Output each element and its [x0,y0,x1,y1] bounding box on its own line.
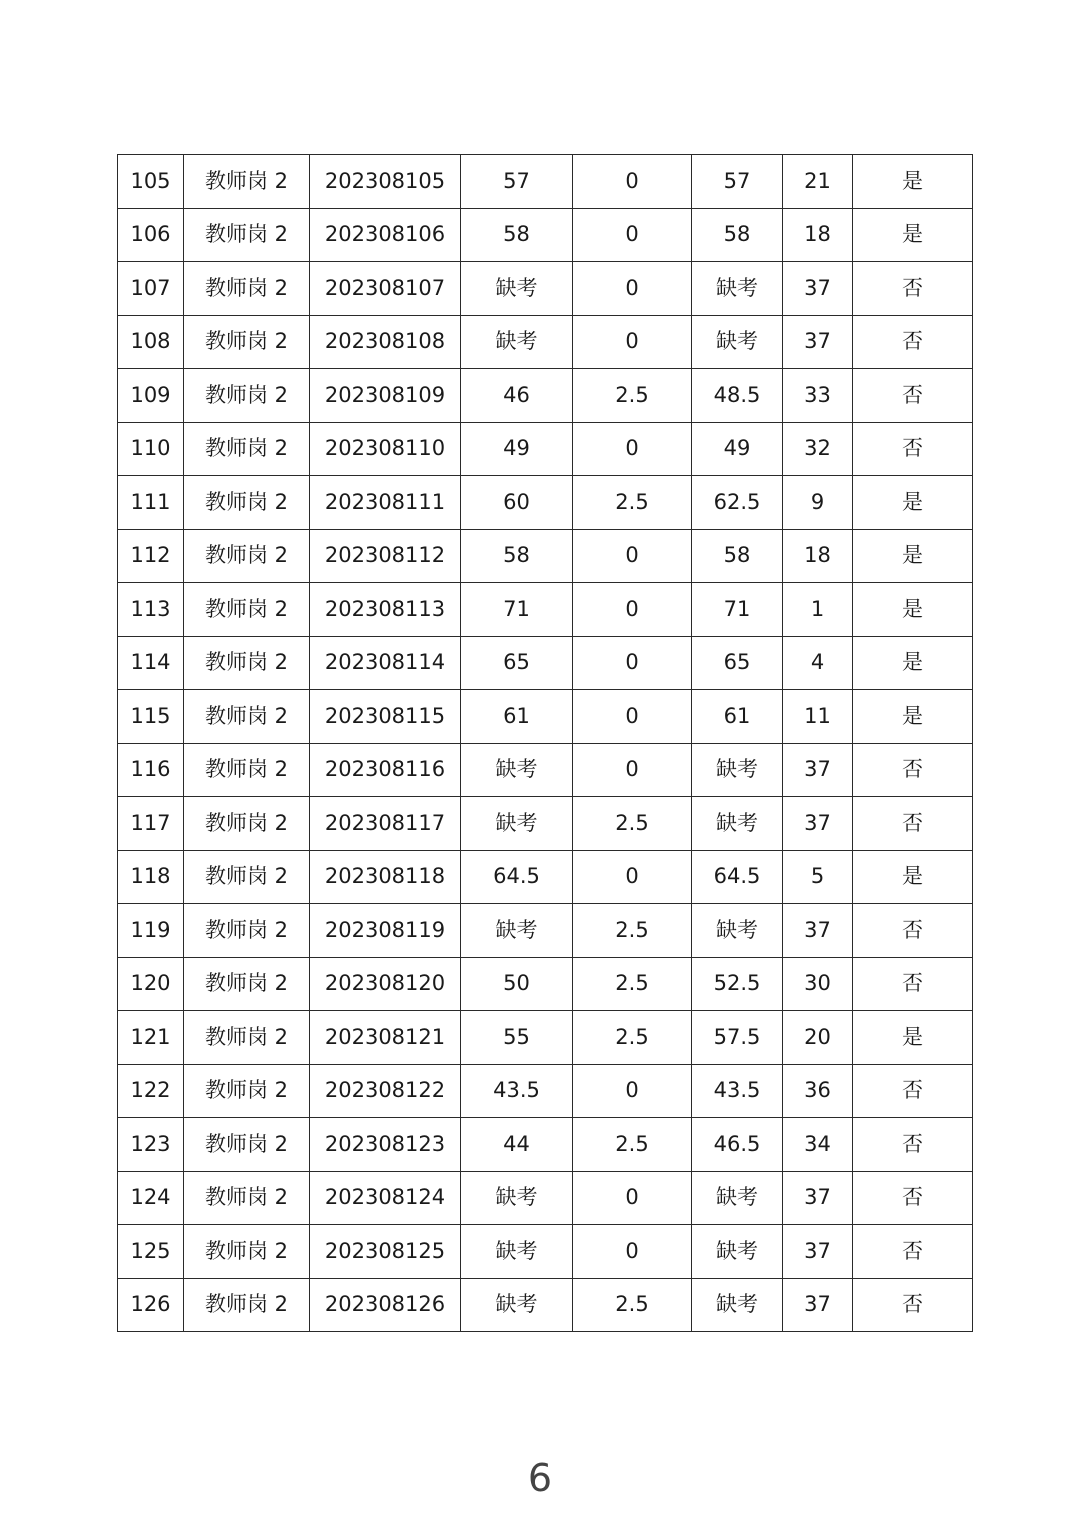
bonus-score-cell: 2.5 [573,1118,692,1172]
total-score-cell: 缺考 [692,904,783,958]
seq-no-cell: 112 [118,529,184,583]
written-score-cell: 缺考 [461,1171,573,1225]
bonus-score-cell: 0 [573,636,692,690]
total-score-cell: 43.5 [692,1064,783,1118]
written-score-cell: 58 [461,529,573,583]
seq-no-cell: 110 [118,422,184,476]
bonus-score-cell: 0 [573,850,692,904]
advance-cell: 否 [853,1225,973,1279]
position-cell: 教师岗 2 [184,155,310,209]
seq-no-cell: 108 [118,315,184,369]
bonus-score-cell: 0 [573,422,692,476]
position-cell: 教师岗 2 [184,1118,310,1172]
table-row [118,904,973,958]
advance-cell: 否 [853,262,973,316]
rank-cell: 18 [783,208,853,262]
advance-cell: 是 [853,1011,973,1065]
bonus-score-cell: 0 [573,262,692,316]
seq-no-cell: 107 [118,262,184,316]
table-row [118,1011,973,1065]
advance-cell: 是 [853,208,973,262]
written-score-cell: 71 [461,583,573,637]
exam-id-cell: 202308110 [310,422,461,476]
total-score-cell: 48.5 [692,369,783,423]
advance-cell: 否 [853,1118,973,1172]
advance-cell: 否 [853,315,973,369]
written-score-cell: 缺考 [461,315,573,369]
position-cell: 教师岗 2 [184,850,310,904]
rank-cell: 37 [783,904,853,958]
bonus-score-cell: 2.5 [573,476,692,530]
written-score-cell: 缺考 [461,904,573,958]
rank-cell: 21 [783,155,853,209]
seq-no-cell: 118 [118,850,184,904]
position-cell: 教师岗 2 [184,1064,310,1118]
total-score-cell: 缺考 [692,797,783,851]
total-score-cell: 58 [692,208,783,262]
written-score-cell: 缺考 [461,262,573,316]
total-score-cell: 62.5 [692,476,783,530]
advance-cell: 否 [853,743,973,797]
written-score-cell: 61 [461,690,573,744]
exam-id-cell: 202308108 [310,315,461,369]
position-cell: 教师岗 2 [184,797,310,851]
total-score-cell: 57 [692,155,783,209]
total-score-cell: 71 [692,583,783,637]
total-score-cell: 缺考 [692,743,783,797]
total-score-cell: 52.5 [692,957,783,1011]
written-score-cell: 58 [461,208,573,262]
seq-no-cell: 114 [118,636,184,690]
advance-cell: 否 [853,957,973,1011]
table-row [118,529,973,583]
table-row [118,636,973,690]
exam-id-cell: 202308122 [310,1064,461,1118]
exam-id-cell: 202308112 [310,529,461,583]
seq-no-cell: 109 [118,369,184,423]
written-score-cell: 55 [461,1011,573,1065]
seq-no-cell: 106 [118,208,184,262]
seq-no-cell: 121 [118,1011,184,1065]
advance-cell: 否 [853,1171,973,1225]
seq-no-cell: 123 [118,1118,184,1172]
written-score-cell: 缺考 [461,797,573,851]
position-cell: 教师岗 2 [184,529,310,583]
total-score-cell: 缺考 [692,1278,783,1332]
total-score-cell: 64.5 [692,850,783,904]
written-score-cell: 65 [461,636,573,690]
page-number: 6 [527,1456,553,1500]
position-cell: 教师岗 2 [184,583,310,637]
bonus-score-cell: 0 [573,529,692,583]
bonus-score-cell: 0 [573,743,692,797]
rank-cell: 11 [783,690,853,744]
seq-no-cell: 124 [118,1171,184,1225]
exam-id-cell: 202308121 [310,1011,461,1065]
position-cell: 教师岗 2 [184,315,310,369]
advance-cell: 是 [853,529,973,583]
advance-cell: 是 [853,850,973,904]
bonus-score-cell: 2.5 [573,1278,692,1332]
bonus-score-cell: 2.5 [573,797,692,851]
advance-cell: 是 [853,636,973,690]
table-row [118,583,973,637]
total-score-cell: 49 [692,422,783,476]
position-cell: 教师岗 2 [184,208,310,262]
exam-id-cell: 202308115 [310,690,461,744]
rank-cell: 36 [783,1064,853,1118]
total-score-cell: 缺考 [692,315,783,369]
bonus-score-cell: 2.5 [573,957,692,1011]
total-score-cell: 缺考 [692,1171,783,1225]
exam-id-cell: 202308125 [310,1225,461,1279]
bonus-score-cell: 0 [573,690,692,744]
exam-id-cell: 202308109 [310,369,461,423]
position-cell: 教师岗 2 [184,743,310,797]
seq-no-cell: 119 [118,904,184,958]
exam-id-cell: 202308117 [310,797,461,851]
advance-cell: 否 [853,1064,973,1118]
rank-cell: 37 [783,797,853,851]
position-cell: 教师岗 2 [184,369,310,423]
bonus-score-cell: 0 [573,155,692,209]
total-score-cell: 61 [692,690,783,744]
position-cell: 教师岗 2 [184,1171,310,1225]
written-score-cell: 60 [461,476,573,530]
position-cell: 教师岗 2 [184,1011,310,1065]
exam-id-cell: 202308123 [310,1118,461,1172]
bonus-score-cell: 2.5 [573,904,692,958]
table-row [118,850,973,904]
advance-cell: 是 [853,583,973,637]
score-table-body [118,155,973,1332]
position-cell: 教师岗 2 [184,422,310,476]
rank-cell: 4 [783,636,853,690]
table-row [118,369,973,423]
seq-no-cell: 120 [118,957,184,1011]
seq-no-cell: 115 [118,690,184,744]
exam-id-cell: 202308124 [310,1171,461,1225]
total-score-cell: 缺考 [692,262,783,316]
written-score-cell: 46 [461,369,573,423]
position-cell: 教师岗 2 [184,904,310,958]
position-cell: 教师岗 2 [184,957,310,1011]
seq-no-cell: 113 [118,583,184,637]
position-cell: 教师岗 2 [184,476,310,530]
position-cell: 教师岗 2 [184,262,310,316]
table-row [118,690,973,744]
advance-cell: 是 [853,476,973,530]
table-row [118,422,973,476]
rank-cell: 33 [783,369,853,423]
exam-id-cell: 202308120 [310,957,461,1011]
bonus-score-cell: 0 [573,208,692,262]
exam-id-cell: 202308119 [310,904,461,958]
rank-cell: 30 [783,957,853,1011]
exam-id-cell: 202308106 [310,208,461,262]
written-score-cell: 44 [461,1118,573,1172]
seq-no-cell: 126 [118,1278,184,1332]
exam-id-cell: 202308114 [310,636,461,690]
rank-cell: 9 [783,476,853,530]
bonus-score-cell: 0 [573,1064,692,1118]
exam-id-cell: 202308116 [310,743,461,797]
position-cell: 教师岗 2 [184,690,310,744]
written-score-cell: 57 [461,155,573,209]
seq-no-cell: 122 [118,1064,184,1118]
bonus-score-cell: 2.5 [573,369,692,423]
table-row [118,743,973,797]
written-score-cell: 缺考 [461,1278,573,1332]
advance-cell: 否 [853,1278,973,1332]
table-row [118,1118,973,1172]
seq-no-cell: 125 [118,1225,184,1279]
table-row [118,1225,973,1279]
written-score-cell: 43.5 [461,1064,573,1118]
advance-cell: 否 [853,904,973,958]
position-cell: 教师岗 2 [184,1278,310,1332]
exam-id-cell: 202308126 [310,1278,461,1332]
table-row [118,208,973,262]
rank-cell: 32 [783,422,853,476]
table-row [118,957,973,1011]
seq-no-cell: 116 [118,743,184,797]
rank-cell: 37 [783,1278,853,1332]
table-row [118,476,973,530]
exam-id-cell: 202308118 [310,850,461,904]
table-row [118,1278,973,1332]
written-score-cell: 49 [461,422,573,476]
bonus-score-cell: 0 [573,1171,692,1225]
rank-cell: 37 [783,262,853,316]
written-score-cell: 64.5 [461,850,573,904]
advance-cell: 否 [853,422,973,476]
score-table [117,154,973,1332]
advance-cell: 否 [853,797,973,851]
seq-no-cell: 111 [118,476,184,530]
rank-cell: 1 [783,583,853,637]
total-score-cell: 46.5 [692,1118,783,1172]
rank-cell: 37 [783,1225,853,1279]
rank-cell: 37 [783,743,853,797]
rank-cell: 5 [783,850,853,904]
bonus-score-cell: 0 [573,1225,692,1279]
table-row [118,155,973,209]
seq-no-cell: 117 [118,797,184,851]
written-score-cell: 缺考 [461,743,573,797]
advance-cell: 是 [853,155,973,209]
written-score-cell: 缺考 [461,1225,573,1279]
total-score-cell: 58 [692,529,783,583]
total-score-cell: 65 [692,636,783,690]
table-row [118,315,973,369]
rank-cell: 37 [783,1171,853,1225]
rank-cell: 37 [783,315,853,369]
table-row [118,797,973,851]
position-cell: 教师岗 2 [184,1225,310,1279]
advance-cell: 否 [853,369,973,423]
bonus-score-cell: 0 [573,315,692,369]
total-score-cell: 缺考 [692,1225,783,1279]
exam-id-cell: 202308105 [310,155,461,209]
advance-cell: 是 [853,690,973,744]
rank-cell: 20 [783,1011,853,1065]
bonus-score-cell: 2.5 [573,1011,692,1065]
exam-id-cell: 202308113 [310,583,461,637]
table-row [118,262,973,316]
rank-cell: 18 [783,529,853,583]
position-cell: 教师岗 2 [184,636,310,690]
exam-id-cell: 202308111 [310,476,461,530]
written-score-cell: 50 [461,957,573,1011]
seq-no-cell: 105 [118,155,184,209]
total-score-cell: 57.5 [692,1011,783,1065]
rank-cell: 34 [783,1118,853,1172]
exam-id-cell: 202308107 [310,262,461,316]
bonus-score-cell: 0 [573,583,692,637]
table-row [118,1064,973,1118]
table-row [118,1171,973,1225]
